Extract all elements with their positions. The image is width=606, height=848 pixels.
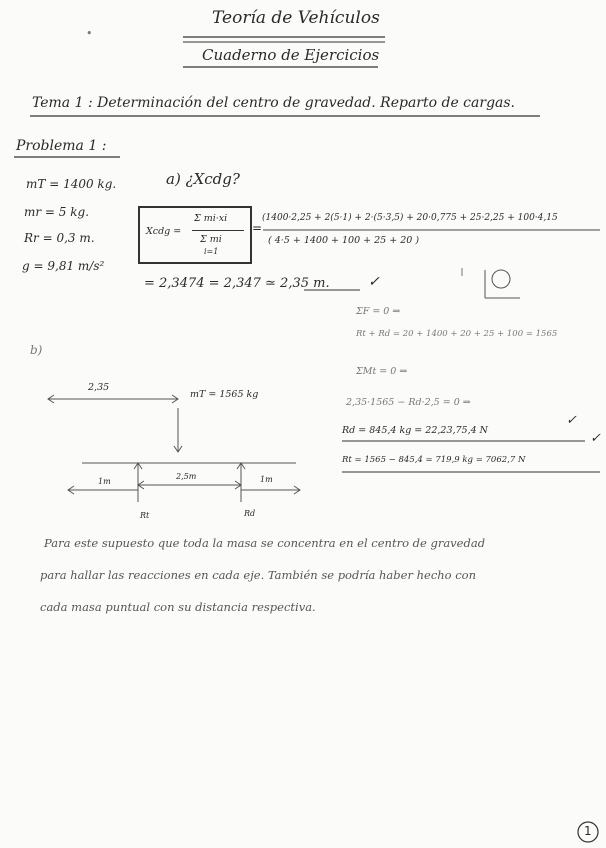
rt-check-mark: ✓ bbox=[590, 431, 601, 446]
result-check-mark: ✓ bbox=[368, 274, 380, 290]
formula-lhs: Xcdg = bbox=[146, 226, 182, 237]
rd-check-mark: ✓ bbox=[566, 413, 577, 428]
topic-heading: Tema 1 : Determinación del centro de gravedad. Reparto de cargas. bbox=[32, 95, 516, 111]
expression-denominator: ( 4·5 + 1400 + 100 + 25 + 20 ) bbox=[268, 235, 420, 246]
part-a-label: a) ¿Xcdg? bbox=[166, 170, 240, 188]
sum-moments: ΣMt = 0 ⇒ bbox=[356, 366, 408, 377]
explanation-line-1: Para este supuesto que toda la masa se concentra en el centro de gravedad bbox=[44, 536, 486, 550]
diagram-distance-label: 2,35 bbox=[88, 382, 110, 393]
explanation-line-2: para hallar las reacciones en cada eje. También se podría haber hecho con bbox=[40, 568, 477, 582]
moment-equation: 2,35·1565 − Rd·2,5 = 0 ⇒ bbox=[346, 397, 471, 408]
expression-numerator: (1400·2,25 + 2(5·1) + 2·(5·3,5) + 20·0,775 + 25·2,25 + 100·4,15 bbox=[262, 213, 558, 223]
page-number: 1 bbox=[584, 824, 592, 838]
sum-forces: ΣF = 0 ⇒ bbox=[356, 306, 401, 317]
given-wheel-radius: Rr = 0,3 m. bbox=[24, 231, 95, 245]
given-gravity: g = 9,81 m/s² bbox=[22, 259, 105, 273]
part-b-label: b) bbox=[30, 343, 43, 357]
notebook-subtitle: Cuaderno de Ejercicios bbox=[202, 46, 380, 64]
rd-result: Rd = 845,4 kg = 22,23,75,4 N bbox=[342, 425, 488, 436]
problem-heading: Problema 1 : bbox=[16, 138, 107, 154]
diagram-rd-label: Rd bbox=[244, 509, 256, 518]
reactions-sum: Rt + Rd = 20 + 1400 + 20 + 25 + 100 = 1565 bbox=[356, 329, 558, 339]
diagram-left-overhang-label: 1m bbox=[98, 477, 111, 486]
formula-box bbox=[138, 206, 252, 264]
given-wheel-mass: mr = 5 kg. bbox=[24, 205, 90, 219]
formula-fraction-bar bbox=[192, 230, 244, 231]
formula-index: i=1 bbox=[204, 247, 219, 256]
xcdg-result: = 2,3474 = 2,347 ≃ 2,35 m. bbox=[144, 276, 330, 291]
load-diagram bbox=[48, 395, 300, 502]
rt-result: Rt = 1565 − 845,4 = 719,9 kg = 7062,7 N bbox=[342, 455, 526, 465]
formula-numerator: Σ mi·xi bbox=[194, 213, 228, 224]
diagram-wheelbase-label: 2,5m bbox=[176, 472, 197, 481]
margin-dot: • bbox=[86, 27, 93, 40]
notebook-title: Teoría de Vehículos bbox=[212, 8, 380, 28]
diagram-rt-label: Rt bbox=[140, 511, 150, 520]
diagram-mass-label: mT = 1565 kg bbox=[190, 389, 259, 400]
sketch-circle bbox=[492, 270, 510, 288]
diagram-right-overhang-label: 1m bbox=[260, 475, 273, 484]
given-mass-total: mT = 1400 kg. bbox=[26, 177, 117, 191]
equals-sign: = bbox=[252, 221, 263, 235]
formula-denominator: Σ mi bbox=[200, 234, 222, 245]
explanation-line-3: cada masa puntual con su distancia respectiva. bbox=[40, 600, 316, 614]
